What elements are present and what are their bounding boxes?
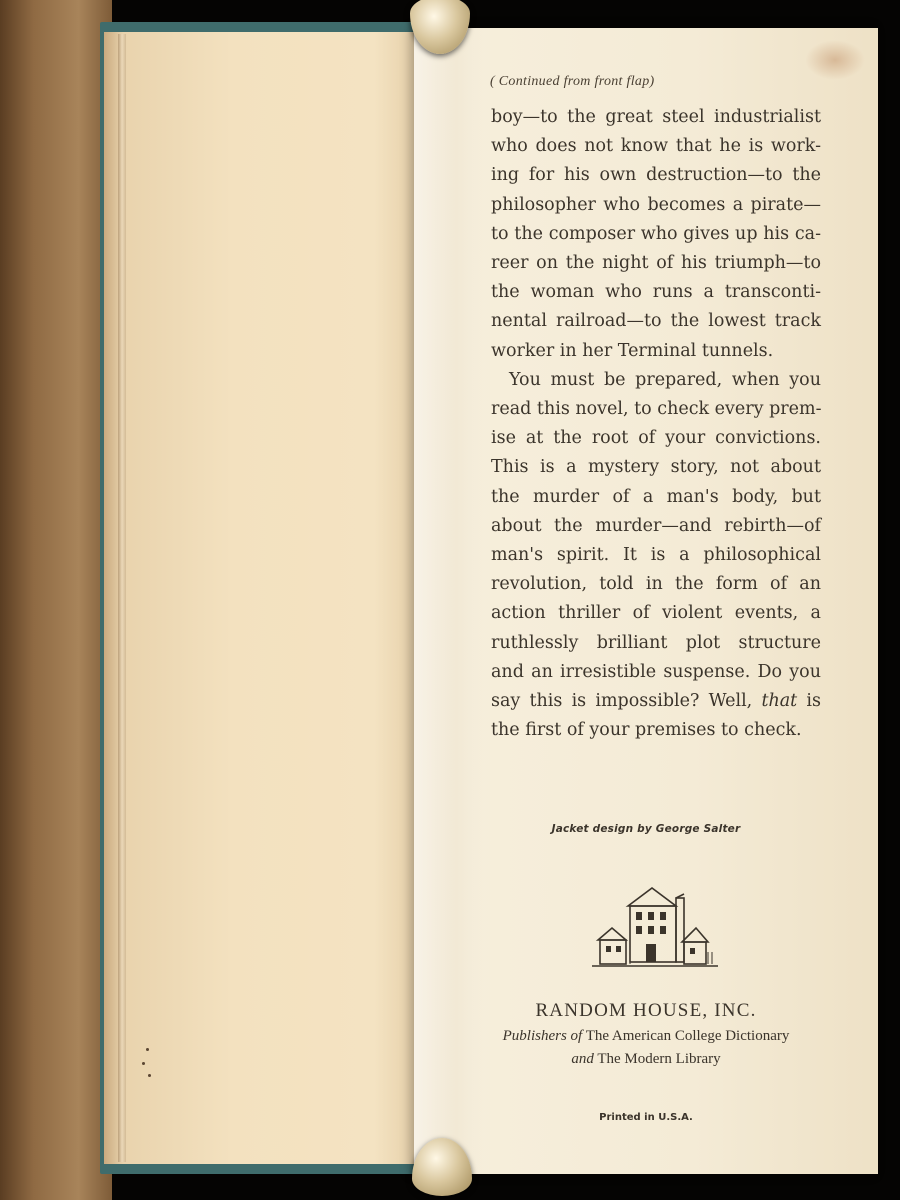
text-line: the murder of a man's body, but <box>491 486 821 507</box>
text-line: say this is impossible? Well, that is <box>491 691 821 712</box>
text-line: man's spirit. It is a philosophical <box>491 545 821 566</box>
jacket-design-credit: Jacket design by George Salter <box>551 823 741 835</box>
text-line: ise at the root of your convictions. <box>491 428 821 449</box>
house-logo-icon <box>590 880 722 980</box>
endpaper-hinge <box>118 34 126 1162</box>
modern-library-title: The Modern Library <box>597 1051 721 1067</box>
text-line: philosopher who becomes a pirate— <box>491 194 821 215</box>
text-line: read this novel, to check every prem- <box>491 399 822 420</box>
text-line: the woman who runs a transconti- <box>491 282 821 303</box>
publishers-of-label: Publishers of <box>502 1028 583 1044</box>
text-line: You must be prepared, when you <box>509 369 821 390</box>
dictionary-title: The American College Dictionary <box>585 1028 790 1044</box>
text-line: who does not know that he is work- <box>491 136 821 157</box>
text-line: reer on the night of his triumph—to <box>491 253 821 274</box>
text-line: ing for his own destruction—to the <box>491 165 821 186</box>
text-line: the first of your premises to check. <box>491 720 802 741</box>
text-line: action thriller of violent events, a <box>491 603 821 624</box>
endpaper <box>104 32 422 1164</box>
text-line: ruthlessly brilliant plot structure <box>491 632 821 653</box>
text-line: about the murder—and rebirth—of <box>491 515 821 536</box>
text-line: to the composer who gives up his ca- <box>491 223 821 244</box>
printed-in-usa: Printed in U.S.A. <box>599 1112 693 1123</box>
continued-note: ( Continued from front flap) <box>490 74 655 89</box>
flap-body-text <box>491 103 821 745</box>
text-line: revolution, told in the form of an <box>491 574 821 595</box>
publishers-of-line <box>414 1028 878 1045</box>
text-line: worker in her Terminal tunnels. <box>491 340 774 361</box>
text-line: nental railroad—to the lowest track <box>491 311 821 332</box>
text-line: and an irresistible suspense. Do you <box>491 661 821 682</box>
and-label: and <box>571 1051 594 1067</box>
publisher-name: RANDOM HOUSE, INC. <box>535 1000 757 1021</box>
book-cover-edge <box>0 0 112 1200</box>
flap-stain <box>805 40 865 80</box>
modern-library-line <box>414 1051 878 1068</box>
text-line: This is a mystery story, not about <box>491 457 821 478</box>
text-line: boy—to the great steel industrialist <box>491 107 821 127</box>
